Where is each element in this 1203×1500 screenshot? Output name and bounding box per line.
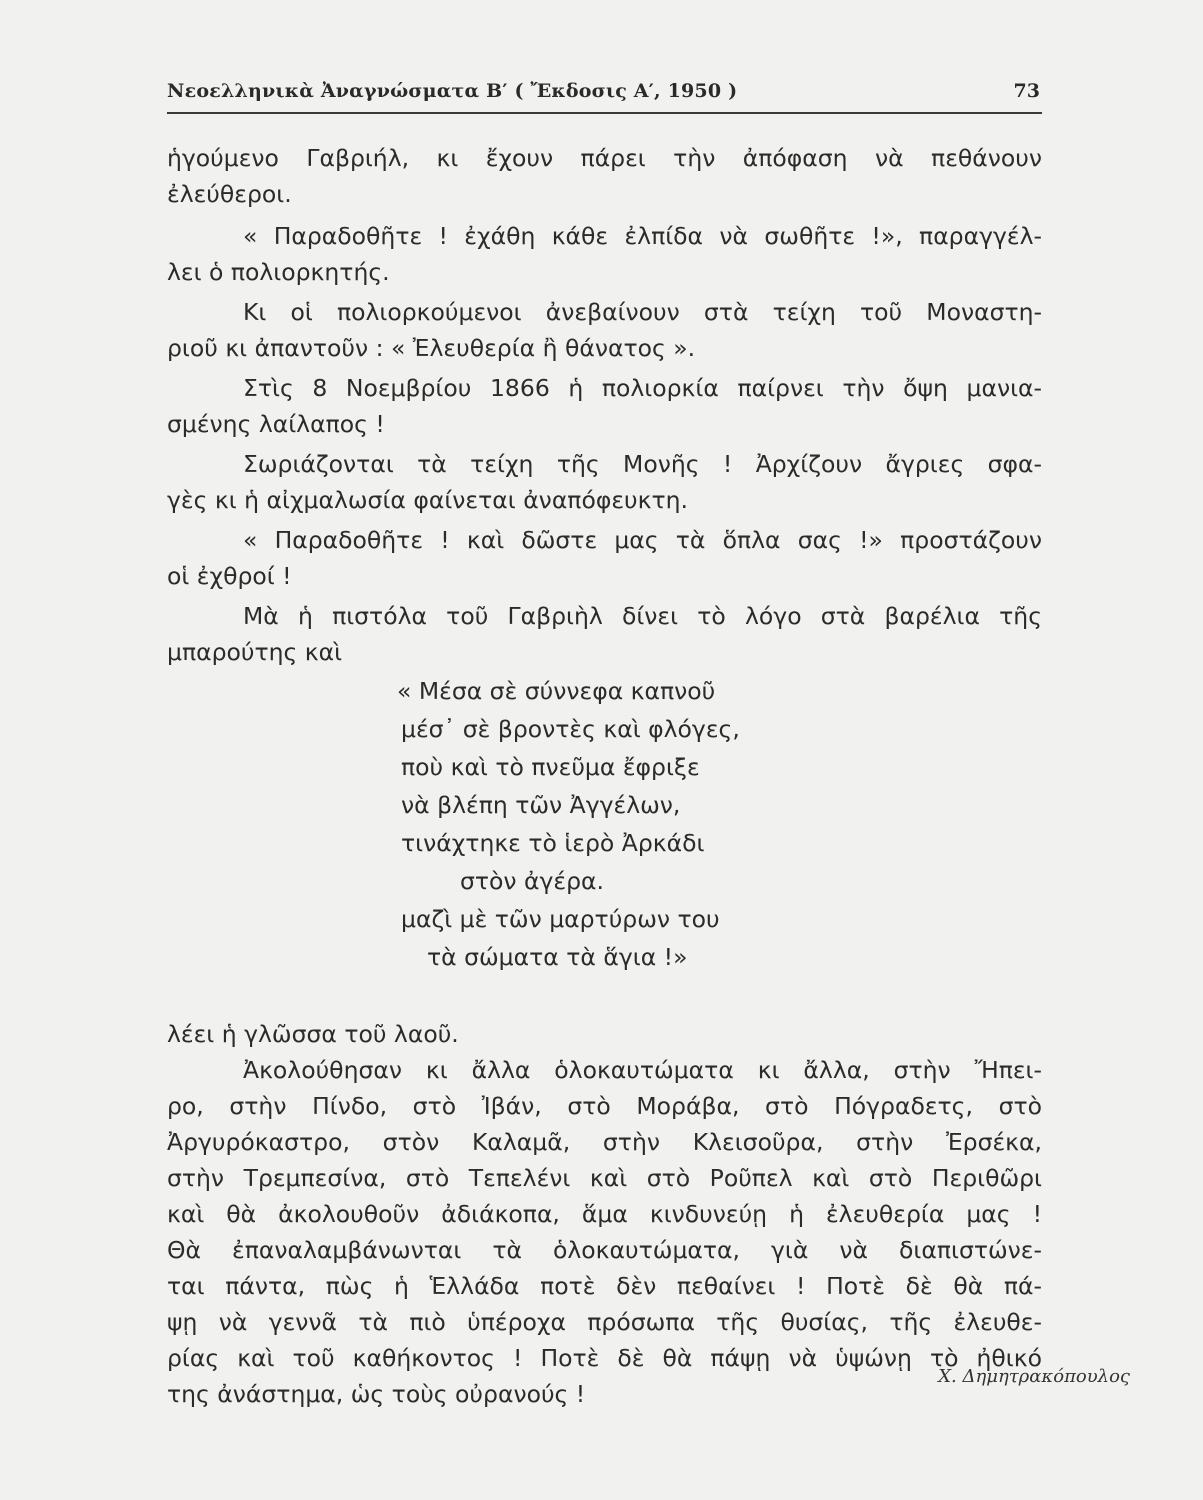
text-line: « Παραδοθῆτε ! ἐχάθη κάθε ἐλπίδα νὰ σωθῆτε !», παραγγέλ-	[243, 222, 1042, 250]
text-line: ρο, στὴν Πίνδο, στὸ Ἰβάν, στὸ Μοράβα, στὸ Πόγραδετς, στὸ	[167, 1092, 1042, 1120]
text-line: ται πάντα, πὼς ἡ Ἑλλάδα ποτὲ δὲν πεθαίνει ! Ποτὲ δὲ θὰ πά-	[167, 1272, 1042, 1300]
text-line: γὲς κι ἡ αἰχμαλωσία φαίνεται ἀναπόφευκτη.	[167, 486, 688, 514]
text-line: ριοῦ κι ἀπαντοῦν : « Ἐλευθερία ἢ θάνατος ».	[167, 334, 696, 362]
text-line: στὴν Τρεμπεσίνα, στὸ Τεπελένι καὶ στὸ Ροῦπελ καὶ στὸ Περιθῶρι	[167, 1164, 1042, 1192]
text-line: Κι οἱ πολιορκούμενοι ἀνεβαίνουν στὰ τείχη τοῦ Μοναστη-	[243, 298, 1042, 326]
poem-line: νὰ βλέπη τῶν Ἀγγέλων,	[401, 791, 681, 819]
poem-line: ποὺ καὶ τὸ πνεῦμα ἔφριξε	[401, 753, 700, 781]
poem-line: τὰ σώματα τὰ ἅγια !»	[427, 943, 688, 971]
text-line: μπαρούτης καὶ	[167, 638, 343, 666]
text-line: Μὰ ἡ πιστόλα τοῦ Γαβριὴλ δίνει τὸ λόγο στὰ βαρέλια τῆς	[243, 602, 1042, 630]
text-line: Θὰ ἐπαναλαμβάνωνται τὰ ὁλοκαυτώματα, γιὰ νὰ διαπιστώνε-	[167, 1236, 1042, 1264]
text-line: Στὶς 8 Νοεμβρίου 1866 ἡ πολιορκία παίρνει τὴν ὄψη μανια-	[243, 374, 1042, 402]
poem-line: μέσ᾿ σὲ βροντὲς καὶ φλόγες,	[401, 715, 740, 743]
running-header	[167, 78, 1042, 114]
text-line: « Παραδοθῆτε ! καὶ δῶστε μας τὰ ὅπλα σας !» προστάζουν	[243, 526, 1042, 554]
text-line: Σωριάζονται τὰ τείχη τῆς Μονῆς ! Ἀρχίζουν ἄγριες σφα-	[243, 450, 1042, 478]
text-line: της ἀνάστημα, ὡς τοὺς οὐρανούς !	[167, 1380, 586, 1408]
page-number: 73	[1013, 80, 1040, 102]
author-signature: Χ. Δημητρακόπουλος	[938, 1366, 1130, 1387]
text-line: ρίας καὶ τοῦ καθήκοντος ! Ποτὲ δὲ θὰ πάψῃ νὰ ὑψώνῃ τὸ ἠθικό	[167, 1344, 1042, 1372]
text-line: καὶ θὰ ἀκολουθοῦν ἀδιάκοπα, ἅμα κινδυνεύῃ ἡ ἐλευθερία μας !	[167, 1200, 1042, 1228]
text-line: Ἀργυρόκαστρο, στὸν Καλαμᾶ, στὴν Κλεισοῦρα, στὴν Ἐρσέκα,	[167, 1128, 1042, 1156]
text-line: λέει ἡ γλῶσσα τοῦ λαοῦ.	[167, 1020, 459, 1048]
text-line: ἐλεύθεροι.	[167, 180, 292, 208]
text-line: Ἀκολούθησαν κι ἄλλα ὁλοκαυτώματα κι ἄλλα, στὴν Ἤπει-	[243, 1056, 1042, 1084]
text-line: οἱ ἐχθροί !	[167, 562, 292, 590]
text-line: ψῃ νὰ γεννᾶ τὰ πιὸ ὑπέροχα πρόσωπα τῆς θυσίας, τῆς ἐλευθε-	[167, 1308, 1042, 1336]
poem-line: τινάχτηκε τὸ ἱερὸ Ἀρκάδι	[401, 829, 705, 857]
poem-line: μαζὶ μὲ τῶν μαρτύρων του	[401, 905, 720, 933]
text-line: λει ὁ πολιορκητής.	[167, 258, 390, 286]
book-title: Νεοελληνικὰ Ἀναγνώσματα Β′ ( Ἔκδοσις Α′, 1950 )	[167, 80, 738, 102]
text-line: ἡγούμενο Γαβριήλ, κι ἔχουν πάρει τὴν ἀπόφαση νὰ πεθάνουν	[167, 144, 1042, 172]
text-line: σμένης λαίλαπος !	[167, 410, 385, 438]
poem-line: « Μέσα σὲ σύννεφα καπνοῦ	[397, 677, 716, 705]
poem-line: στὸν ἀγέρα.	[460, 867, 604, 895]
